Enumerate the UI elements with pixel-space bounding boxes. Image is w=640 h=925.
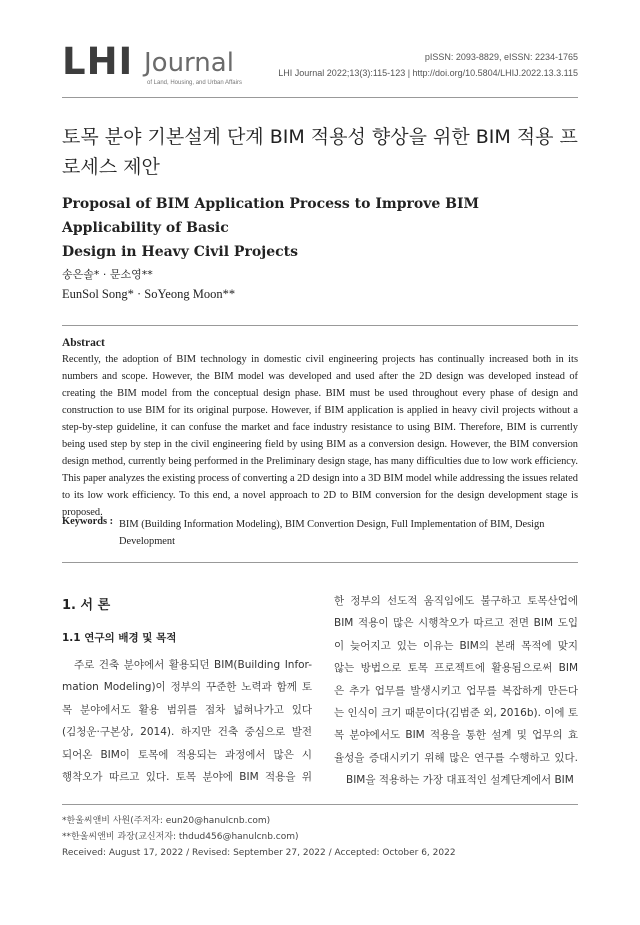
subsection-heading: 1.1 연구의 배경 및 목적 — [62, 632, 177, 644]
body-right-line: BIM을 적용하는 가장 대표적인 설계단계에서 BIM — [346, 774, 574, 787]
authors-english: EunSol Song* · SoYeong Moon** — [62, 287, 236, 301]
logo-lhi-text: LHI — [62, 40, 134, 83]
logo-journal-text: Journal — [144, 48, 234, 78]
body-left-line: 되어온 BIM이 토목에 적용되는 과정에서 많은 시 — [62, 748, 312, 761]
body-right-line: 는 인식이 크기 때문이다(김범준 외, 2016b). 이에 토 — [334, 707, 579, 720]
issn-info: pISSN: 2093-8829, eISSN: 2234-1765 — [424, 52, 578, 62]
body-left-line: 행착오가 따르고 있다. 토목 분야에 BIM 적용을 위 — [62, 771, 312, 784]
body-right-line: 않는 방법으로 토목 프로젝트에 활용됨으로써 BIM — [334, 662, 578, 675]
body-left-line: (김청운·구본상, 2014). 하지만 건축 중심으로 발전 — [62, 726, 312, 739]
body-right-line: BIM 적용이 많은 시행착오가 따르고 전면 BIM 도입 — [334, 617, 578, 630]
body-right-line: 은 추가 업무를 발생시키고 업무를 복잡하게 만든다 — [334, 684, 578, 697]
body-left-line: 주로 건축 분야에서 활용되던 BIM(Building Infor- — [74, 659, 312, 671]
journal-logo — [62, 40, 133, 90]
logo-subtitle: of Land, Housing, and Urban Affairs — [147, 80, 242, 86]
title-english-line1: Proposal of BIM Application Process to Improve BIM Applicability of Basic — [62, 196, 479, 236]
keywords-bottom-divider — [62, 562, 578, 563]
received-dates: Received: August 17, 2022 / Revised: September 27, 2022 / Accepted: October 6, 2022 — [62, 848, 456, 858]
title-korean-line1: 토목 분야 기본설계 단계 BIM 적용성 향상을 위한 BIM 적용 프 — [62, 126, 578, 148]
body-right-column — [334, 590, 578, 792]
body-left-line: 목 분야에서도 활용 범위를 점차 넓혀나가고 있다 — [62, 703, 312, 716]
abstract-heading: Abstract — [62, 337, 105, 349]
footnote-author2: **한울씨앤비 과장(교신저자: thdud456@hanulcnb.com) — [62, 832, 299, 842]
title-korean — [62, 122, 582, 182]
footnote-divider — [62, 804, 578, 805]
body-right-line: 목 분야에서도 BIM 적용을 통한 설계 및 업무의 효 — [334, 729, 578, 742]
keywords-text: BIM (Building Information Modeling), BIM Convertion Design, Full Implementation of BIM, Design Development — [119, 519, 545, 547]
abstract-top-divider — [62, 325, 578, 326]
body-right-line: 한 정부의 선도적 움직임에도 불구하고 토목산업에 — [334, 595, 578, 607]
footnote-author1: *한울씨앤비 사원(주저자: eun20@hanulcnb.com) — [62, 816, 271, 826]
keywords-label: Keywords : — [62, 516, 114, 527]
body-right-line: 이 늦어지고 있는 이유는 BIM의 본래 목적에 맞지 — [334, 639, 578, 652]
section-heading: 1. 서 론 — [62, 598, 111, 613]
title-english-line2: Design in Heavy Civil Projects — [62, 244, 299, 260]
abstract-body: Recently, the adoption of BIM technology in domestic civil engineering projects has continually increased both in its numbers and scope. However, the BIM model was developed and used after the 2D design was developed instead of creating the BIM model from the conceptual design phase. BIM must be used throughout every phase of design and construction to use BIM for its original purpose. However, if BIM application is applied in heavy civil projects without a step-by-step guideline, it can confuse the market and face industry resistance to using BIM. Therefore, BIM is currently being used step by step in the civil engineering field by using BIM as a conversion design. However, the BIM conversion design method, currently being performed in the Preliminary design stage, has many difficulties due to low work efficiency. This paper analyzes the existing process of converting a 2D design into a 3D BIM model while addressing the issues related to its low work efficiency. To this end, a novel approach to 2D to BIM conversion for the design development stage is proposed. — [62, 354, 578, 518]
citation-info[interactable]: LHI Journal 2022;13(3):115-123 | http://doi.org/10.5804/LHIJ.2022.13.3.115 — [278, 68, 578, 78]
title-english — [62, 192, 582, 264]
body-left-line: mation Modeling)이 정부의 꾸준한 노력과 함께 토 — [62, 681, 312, 694]
body-right-line: 율성을 증대시키기 위해 많은 연구를 수행하고 있다. — [334, 751, 578, 764]
title-korean-line2: 로세스 제안 — [62, 156, 160, 178]
body-left-column — [62, 654, 312, 788]
header-divider — [62, 97, 578, 98]
authors-korean: 송은솔* · 문소영** — [62, 268, 153, 281]
